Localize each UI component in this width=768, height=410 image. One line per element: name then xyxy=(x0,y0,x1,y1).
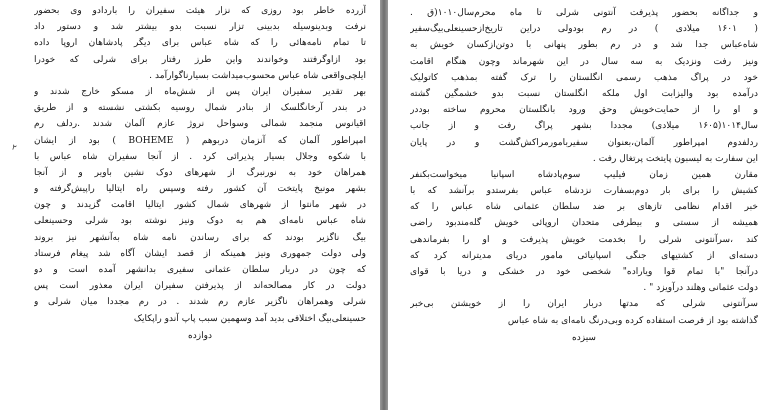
text-line: ولی دولت جمهوری ونیز همینکه از قصد ایشان آگاه شد پیغام فرستاد xyxy=(34,248,366,259)
text-line: این سفارت به لیسبون پایتخت پرتغال رفت . xyxy=(592,153,758,164)
text-line: ایلچی‌واقعی شاه عباس محسوب‌میداشت بسیارناگوارآمد . xyxy=(149,70,366,81)
text-line: اقیانوس منجمد شمالی وسواحل نروژ عازم آلمان شدند .ردلف رم xyxy=(34,119,366,130)
text-line: تا تمام نامه‌هائی را که شاه عباس برای دیگر پادشاهان اروپا داده xyxy=(34,38,366,49)
text-line: ونیز رفت ونزدیک به سه سال در این شهرماند وچون هنگام اقامت xyxy=(410,56,758,67)
text-line: در بندر آرخانگلسک از بنادر شمال روسیه بکشتی نشسته و از طریق xyxy=(34,103,366,114)
text-line: دولت در کار مصالحه‌اند از پذیرفتن سفیران ایران معذور است پس xyxy=(34,281,366,292)
text-line: نرفت وبدینوسیله بدبینی تزار نسبت بدو بیشتر شد و دستور داد xyxy=(34,22,366,33)
text-line: بیگ ناگزیر بودند که برای رساندن نامه شاه به‌آنشهر نیز بروند xyxy=(34,232,366,243)
left-page xyxy=(0,0,380,410)
text-line: شرلی وهمراهان ناگزیر عازم رم شدند . در رم مجددا میان شرلی و xyxy=(34,297,366,308)
text-line: ردلفدوم امپراطور آلمان،بعنوان سفیر‌با‌مورمراکش‌گشت و در پایان xyxy=(410,137,758,148)
text-line: سال۱۰۱۴(۱۶۰۵ میلادی) مجددا بشهر پراگ رفت و از جانب xyxy=(410,121,758,132)
text-line: بهر تقدیر سفیران ایران پس از شش‌ماه از مسکو خارج شدند و xyxy=(34,86,366,97)
margin-mark: ٢ xyxy=(10,142,18,153)
text-line: خبر اقدام نظامی تازهای بر ضد سلطان عثمانی شاه عباس را که xyxy=(410,202,758,213)
text-line: و او را از حمایت‌خویش وحق ورود بانگلستان محروم ساخته بوددر xyxy=(410,105,758,116)
text-line: با شکوه وجلال بسیار پذیرائی کرد . از آنجا سفیران شاه عباس با xyxy=(34,151,366,162)
text-line: که چون در دربار سلطان عثمانی سفیری بدانشهر آمده است و دو xyxy=(34,265,366,275)
left-page-number: دوازده xyxy=(188,330,212,341)
text-line: همیشه از سستی و بیطرفی متحدان اروپائی خویش گله‌مندبود راضی xyxy=(410,218,758,229)
text-line: کند ،سرآنتونی شرلی را بخدمت خویش پذیرفت و او را بفرماندهی xyxy=(410,234,758,245)
text-line: گذاشته بود از فرصت استفاده کرده وبی‌درنگ نامه‌ای به شاه عباس xyxy=(507,315,758,326)
text-line: مقارن همین زمان فیلیپ سوم‌پادشاه اسپانیا میخواست‌بکنفر xyxy=(410,169,758,180)
text-line: دسته‌ای از کشتیهای جنگی اسپانیائی مامور دریای مدیترانه کرد که xyxy=(410,250,758,261)
text-line: شاه‌عباس جدا شد و در رم بطور پنهانی با دوتن‌ازکسان خویش به xyxy=(410,40,758,51)
text-line: همراهان خود به نورنبرگ از شهرهای دوک نشین باویر و از آنجا xyxy=(34,167,366,178)
text-line: درآمده بود والیزابت اول ملکه انگلستان نسبت بدو خشمگین گشته xyxy=(410,88,758,99)
left-page-text xyxy=(34,3,366,327)
text-line: درآنجا "با تمام قوا ویاراده" شخصی خود در خشکی و دریا با قوای xyxy=(410,267,758,277)
text-line: شاه عباس نامه‌ای هم به دوک ونیز نوشته بود شرلی وحسینعلی xyxy=(34,216,366,227)
text-line: سرآنتونی شرلی که مدتها دربار ایران را از خویشتن بی‌خبر xyxy=(410,299,758,310)
text-line: ( ۱۶۰۱ میلادی ) در رم بودولی دراین تاریخ‌ازحسینعلی‌بیگ‌سفیر xyxy=(410,24,758,35)
text-line: امپراطور آلمان که آنزمان دربوهم ( BOHEME ) بود از ایشان xyxy=(34,135,366,146)
text-line: آزرده خاطر بود روزی که نزار هیئت سفیران را باردادو وی بحضور xyxy=(34,6,366,16)
text-line: در شهر مانتوا از شهرهای شمال کشور ایتالیا اقامت گزیدند و چون xyxy=(34,200,366,211)
book-gutter xyxy=(380,0,388,410)
text-line: کشیش را برای بار دوم‌بسفارت نزدشاه عباس بفرستدو برآنشد که با xyxy=(410,186,758,197)
text-line: بشهر مونیخ پایتخت آن کشور رفته وسپس راه ایتالیا راپیش‌گرفته و xyxy=(34,184,366,195)
right-page-text xyxy=(410,5,758,329)
text-line: حسینعلی‌بیگ اختلافی بدید آمد وسهمین سبب پاپ آندو راپکایک xyxy=(133,313,366,324)
text-line: دولت عثمانی وهلند درآویزد " . xyxy=(643,283,758,294)
text-line: و جداگانه بحضور پذیرفت آنتونی شرلی تا ماه محرم‌سال۱۰۱۰(ق . xyxy=(410,8,758,18)
right-page xyxy=(388,0,768,410)
text-line: خود در پراگ مذهب رسمی انگلستان را ترک گفته بمذهب کاتولیک xyxy=(410,72,758,83)
right-page-number: سیزده xyxy=(572,332,596,343)
text-line: بود ازاوگرفتند وخواندند واین طرز رفتار برای شرلی که خودرا xyxy=(34,54,366,65)
